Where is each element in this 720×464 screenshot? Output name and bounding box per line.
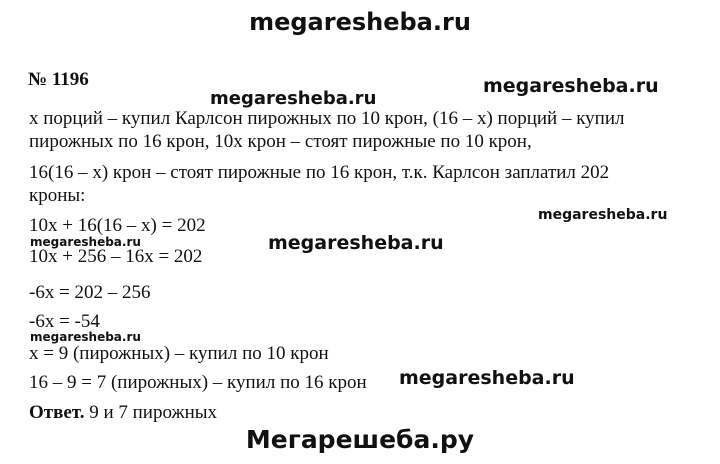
answer-label: Ответ.	[29, 402, 85, 423]
solution-line-6: 10x + 256 – 16x = 202	[29, 246, 203, 267]
watermark-center-top: megaresheba.ru	[210, 88, 377, 109]
problem-number: № 1196	[28, 69, 89, 90]
answer-line	[29, 402, 217, 424]
solution-line-1: x порций – купил Карлсон пирожных по 10 крон, (16 – x) порций – купил	[29, 108, 625, 129]
solution-line-9: x = 9 (пирожных) – купил по 10 крон	[29, 343, 329, 364]
solution-line-2: пирожных по 16 крон, 10x крон – стоят пирожные по 10 крон,	[29, 131, 532, 152]
solution-line-3: 16(16 – x) крон – стоят пирожные по 16 крон, т.к. Карлсон заплатил 202	[29, 162, 610, 183]
solution-line-10: 16 – 9 = 7 (пирожных) – купил по 16 крон	[29, 372, 367, 393]
watermark-left-small-1: megaresheba.ru	[30, 235, 141, 249]
watermark-right-bottom: megaresheba.ru	[399, 367, 575, 389]
bottom-watermark: Мегарешеба.ру	[245, 425, 475, 454]
answer-text: 9 и 7 пирожных	[84, 402, 218, 423]
solution-line-4: кроны:	[29, 185, 86, 206]
watermark-left-small-2: megaresheba.ru	[30, 330, 141, 344]
watermark-center-mid: megaresheba.ru	[268, 232, 444, 254]
solution-line-7: -6x = 202 – 256	[29, 282, 151, 303]
solution-line-8: -6x = -54	[29, 311, 100, 332]
watermark-right-top: megaresheba.ru	[483, 75, 659, 97]
watermark-right-small: megaresheba.ru	[538, 207, 668, 223]
top-watermark: megaresheba.ru	[249, 8, 471, 36]
solution-line-5: 10x + 16(16 – x) = 202	[29, 215, 206, 236]
